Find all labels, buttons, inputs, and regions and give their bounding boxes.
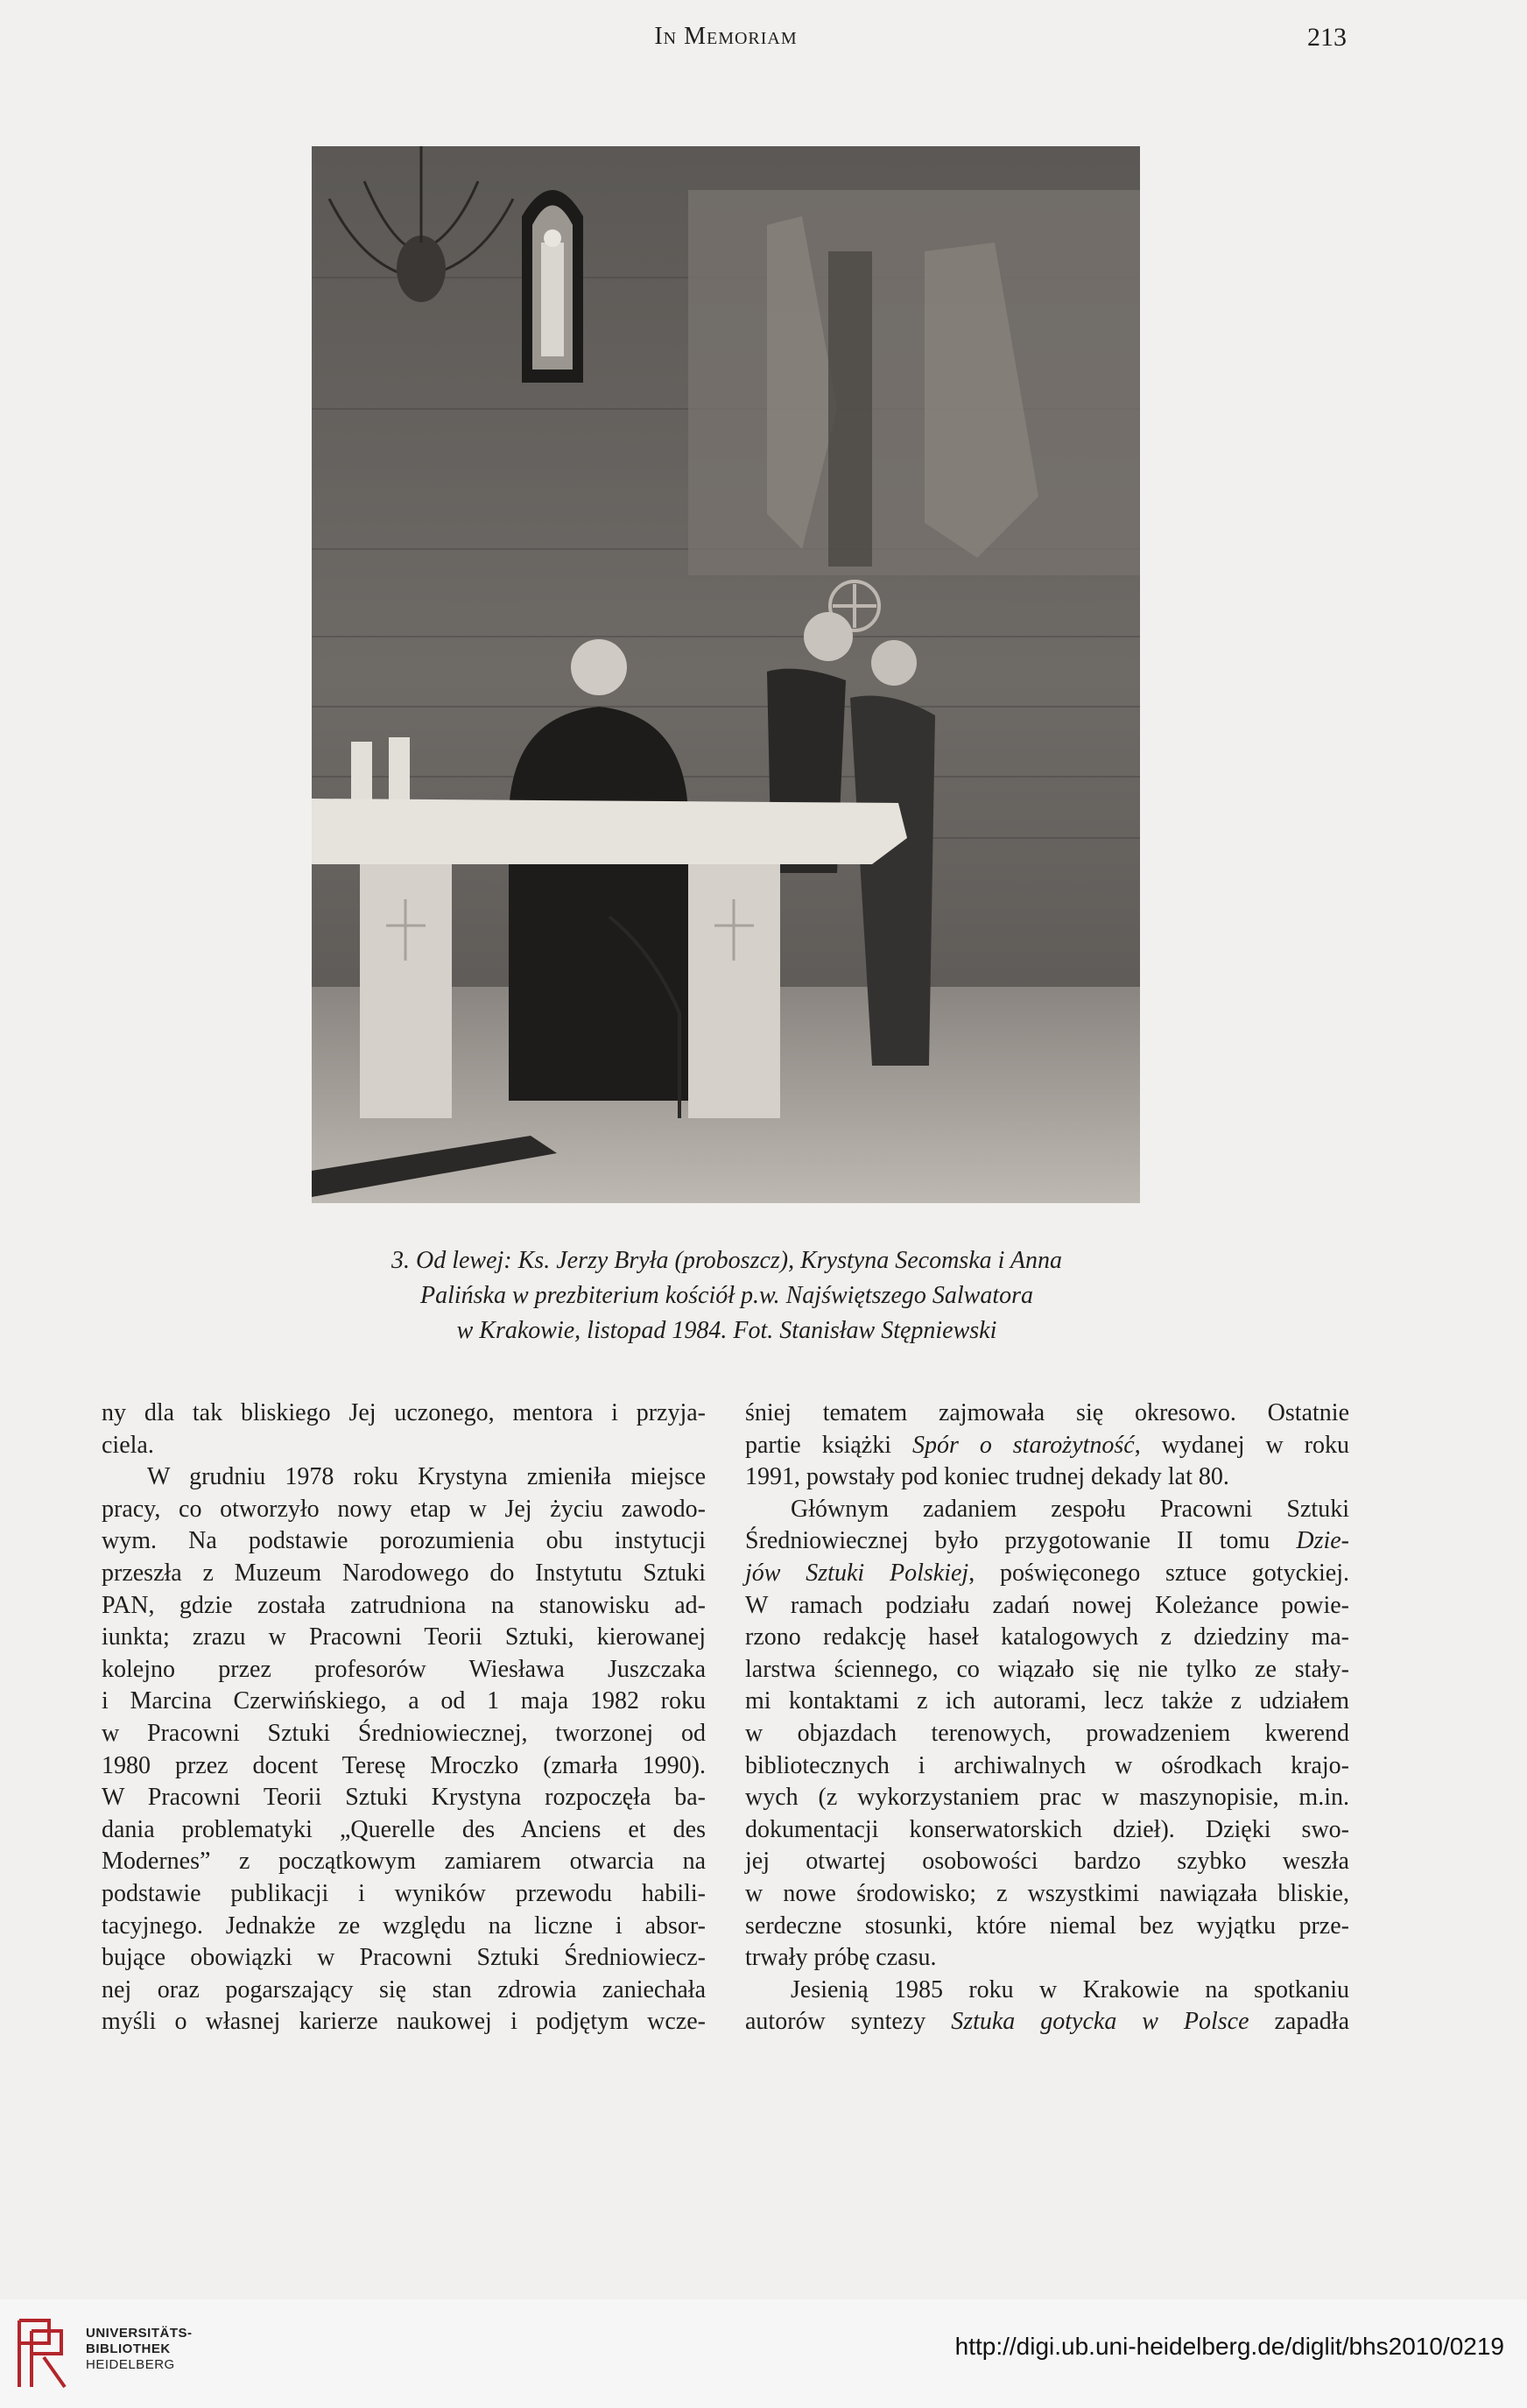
italic-title: Dzie-: [1296, 1527, 1349, 1555]
text-fragment: partie książki: [745, 1431, 912, 1459]
text-line: [745, 2006, 1349, 2038]
text-line: [745, 1558, 1349, 1590]
text-line: dokumentacji konserwatorskich dzieł). Dzięki swo-: [745, 1815, 1349, 1843]
text-line: 1991, powstały pod koniec trudnej dekady lat 80.: [745, 1463, 1229, 1491]
text-line: jej otwartej osobowości bardzo szybko weszła: [745, 1848, 1349, 1876]
text-line: myśli o własnej karierze naukowej i podjętym wcze-: [102, 2008, 706, 2036]
text-line: W grudniu 1978 roku Krystyna zmieniła miejsce: [147, 1463, 706, 1491]
text-fragment: , wydanej w roku: [1134, 1431, 1349, 1459]
text-line: ciela.: [102, 1431, 154, 1459]
library-name: [86, 2326, 193, 2373]
text-line: nej oraz pogarszający się stan zdrowia zaniechała: [102, 1975, 706, 2003]
text-line: dania problematyki „Querelle des Anciens et des: [102, 1815, 706, 1843]
text-fragment: Średniowiecznej było przygotowanie II tomu: [745, 1527, 1297, 1555]
digitization-footer: [0, 2299, 1527, 2408]
text-line: rzono redakcję haseł katalogowych z dziedziny ma-: [745, 1623, 1349, 1651]
library-name-line: UNIVERSITÄTS-: [86, 2326, 193, 2341]
text-line: przeszła z Muzeum Narodowego do Instytutu Sztuki: [102, 1559, 706, 1587]
text-line: i Marcina Czerwińskiego, a od 1 maja 1982 roku: [102, 1687, 706, 1715]
caption-line: Palińska w prezbiterium kościół p.w. Najświętszego Salwatora: [420, 1282, 1033, 1309]
text-line: ny dla tak bliskiego Jej uczonego, mentora i przyja-: [102, 1399, 706, 1426]
text-line: w objazdach terenowych, prowadzeniem kwerend: [745, 1719, 1349, 1747]
text-line: wych (z wykorzystaniem prac w maszynopisie, m.in.: [745, 1784, 1349, 1812]
running-title: In Memoriam: [654, 23, 798, 50]
text-line: W Pracowni Teorii Sztuki Krystyna rozpoczęła ba-: [102, 1784, 706, 1812]
library-name-line: BIBLIOTHEK: [86, 2341, 171, 2356]
text-line: Głównym zadaniem zespołu Pracowni Sztuki: [791, 1495, 1349, 1523]
text-line: Modernes” z początkowym zamiarem otwarcia na: [102, 1848, 706, 1876]
text-fragment: , poświęconego sztuce gotyckiej.: [968, 1559, 1349, 1587]
text-line: śniej tematem zajmowała się okresowo. Ostatnie: [745, 1399, 1349, 1426]
church-interior-photo: [312, 146, 1140, 1203]
text-line: [745, 1525, 1349, 1558]
text-line: W ramach podziału zadań nowej Koleżance powie-: [745, 1591, 1349, 1619]
text-line: PAN, gdzie została zatrudniona na stanowisku ad-: [102, 1591, 706, 1619]
figure-caption: [263, 1243, 1191, 1348]
text-column-right: [745, 1398, 1349, 2038]
text-line: w Pracowni Sztuki Średniowiecznej, tworzonej od: [102, 1719, 706, 1747]
text-fragment: autorów syntezy: [745, 2008, 952, 2036]
text-line: larstwa ściennego, co wiązało się nie tylko ze stały-: [745, 1655, 1349, 1683]
caption-line: w Krakowie, listopad 1984. Fot. Stanisław Stępniewski: [456, 1317, 997, 1344]
italic-title: Spór o starożytność: [911, 1431, 1135, 1459]
text-line: mi kontaktami z ich autorami, lecz także z udziałem: [745, 1687, 1349, 1715]
text-line: [745, 1430, 1349, 1462]
text-line: w nowe środowisko; z wszystkimi nawiązała bliskie,: [745, 1879, 1349, 1907]
text-line: trwały próbę czasu.: [745, 1944, 937, 1972]
source-url-link[interactable]: http://digi.ub.uni-heidelberg.de/diglit/bhs2010/0219: [954, 2333, 1504, 2360]
text-line: pracy, co otworzyło nowy etap w Jej życiu zawodo-: [102, 1495, 706, 1523]
italic-title: Sztuka gotycka w Polsce: [951, 2008, 1249, 2036]
library-logo-icon: [14, 2317, 68, 2390]
text-line: serdeczne stosunki, które niemal bez wyjątku prze-: [745, 1912, 1349, 1940]
text-line: podstawie publikacji i wyników przewodu habili-: [102, 1879, 706, 1907]
text-line: bibliotecznych i archiwalnych w ośrodkach krajo-: [745, 1751, 1349, 1779]
text-fragment: zapadła: [1249, 2008, 1349, 2036]
caption-line: 3. Od lewej: Ks. Jerzy Bryła (proboszcz), Krystyna Secomska i Anna: [391, 1247, 1062, 1274]
page-number: 213: [1307, 23, 1347, 52]
text-column-left: [102, 1398, 706, 2038]
text-line: Jesienią 1985 roku w Krakowie na spotkaniu: [791, 1975, 1349, 2003]
text-line: iunkta; zrazu w Pracowni Teorii Sztuki, kierowanej: [102, 1623, 706, 1651]
text-line: wym. Na podstawie porozumienia obu instytucji: [102, 1527, 706, 1555]
text-line: bujące obowiązki w Pracowni Sztuki Średniowiecz-: [102, 1944, 706, 1972]
text-line: tacyjnego. Jednakże ze względu na liczne i absor-: [102, 1912, 706, 1940]
photo-illustration: [312, 146, 1140, 1203]
text-line: kolejno przez profesorów Wiesława Juszczaka: [102, 1655, 706, 1683]
italic-title: jów Sztuki Polskiej: [745, 1559, 969, 1587]
text-line: 1980 przez docent Teresę Mroczko (zmarła 1990).: [102, 1751, 706, 1779]
library-name-line: HEIDELBERG: [86, 2357, 175, 2372]
